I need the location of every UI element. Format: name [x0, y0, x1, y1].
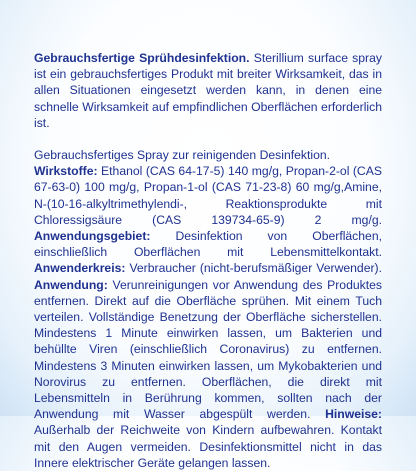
- anwenderkreis-label: Anwenderkreis:: [34, 261, 126, 276]
- intro-heading: Gebrauchsfertige Sprühdesinfektion.: [34, 51, 250, 65]
- anwendung-text: Verunreinigungen vor Anwendung des Produktes entfernen. Direkt auf die Oberfläche sprühen. Mit einem Tuch verteilen. Vollständige Benetzung der Oberfläche sicherstellen. Mindestens 1 Minute einwirken lassen, um Bakterien und behüllte Viren (einschließlich Coronavirus) zu entfernen. Mindestens 3 Minuten einwirken lassen, um Mykobakterien und Norovirus zu entfernen. Oberflächen, die direkt mit Lebensmitteln in Berührung kommen, sollten nach der Anwendung mit Wasser abgespült werden.: [34, 277, 382, 422]
- hinweise-label: Hinweise:: [325, 407, 382, 422]
- intro-text: Sterillium surface spray ist ein gebrauchsfertiges Produkt mit breiter Wirksamkeit, das in allen Situationen eingesetzt werden kann, in denen eine schnelle Wirksamkeit auf empfindlichen Oberflächen erforderlich ist.: [34, 51, 382, 130]
- wirkstoffe-label: Wirkstoffe:: [34, 164, 98, 179]
- hinweise-text: Außerhalb der Reichweite von Kindern aufbewahren. Kontakt mit den Augen vermeiden. Desinfektionsmittel nicht in das Innere elektrischer Geräte gelangen lassen.: [34, 423, 382, 470]
- intro-paragraph: [34, 50, 382, 131]
- wirkstoffe-text: Ethanol (CAS 64-17-5) 140 mg/g, Propan-2-ol (CAS 67-63-0) 100 mg/g, Propan-1-ol (CAS 71-23-8) 60 mg/g,Amine, N-(10-16-alkyltrimethylendi-, Reaktionsprodukte mit Chloressigsäure (CAS 139734-65-9) 2 mg/g.: [34, 164, 382, 227]
- anwenderkreis-text: Verbraucher (nicht-berufsmäßiger Verwender).: [125, 261, 382, 276]
- anwendungsgebiet-text: Desinfektion von Oberflächen, einschließlich Oberflächen mit Lebensmittelkontakt.: [34, 229, 382, 260]
- details-paragraph: [34, 147, 382, 471]
- product-description: [34, 50, 382, 471]
- details-intro-line: Gebrauchsfertiges Spray zur reinigenden Desinfektion.: [34, 148, 331, 163]
- anwendung-label: Anwendung:: [34, 277, 108, 292]
- anwendungsgebiet-label: Anwendungsgebiet:: [34, 229, 151, 244]
